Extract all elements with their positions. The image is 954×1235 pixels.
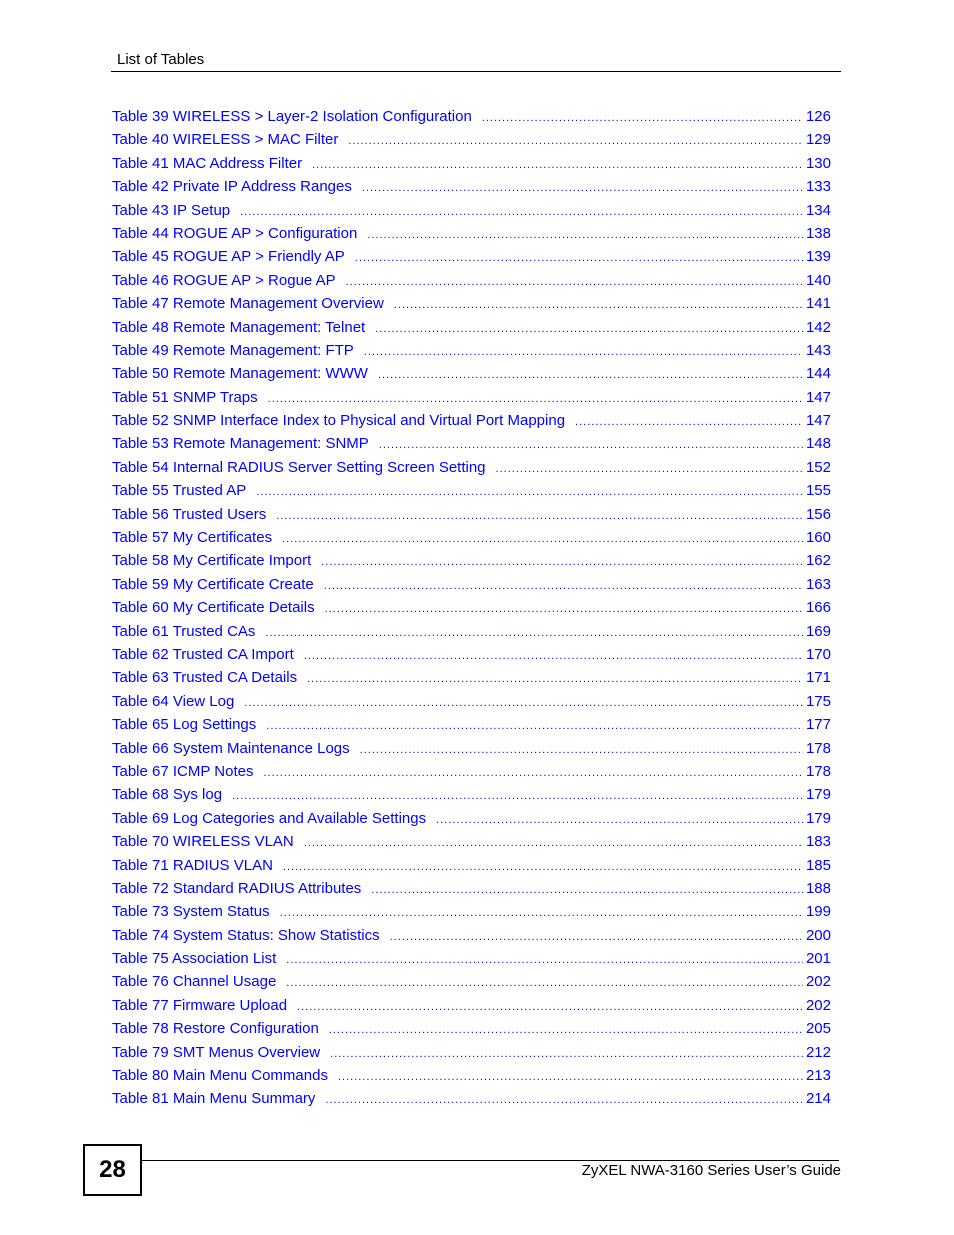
toc-entry-label: Table 70 WIRELESS VLAN <box>112 833 294 851</box>
dot-leader <box>575 411 803 432</box>
toc-entry-label: Table 43 IP Setup <box>112 201 231 219</box>
toc-entry-link[interactable] <box>112 1087 831 1110</box>
toc-entry-row <box>112 947 831 970</box>
toc-entry-page: 152 <box>805 458 831 476</box>
toc-entry-row <box>112 1017 831 1040</box>
toc-entry-row <box>112 269 831 292</box>
toc-entry-row <box>112 877 831 900</box>
dot-leader <box>394 294 803 315</box>
toc-entry-page: 188 <box>805 879 831 897</box>
dot-leader <box>482 107 803 128</box>
dot-leader <box>325 1089 803 1110</box>
toc-entry-page: 171 <box>805 669 831 687</box>
toc-entry-link[interactable] <box>112 620 831 643</box>
toc-entry-row <box>112 175 831 198</box>
toc-entry-label: Table 66 System Maintenance Logs <box>112 739 350 757</box>
toc-entry-link[interactable] <box>112 760 831 783</box>
dot-leader <box>367 224 803 245</box>
toc-entry-label: Table 47 Remote Management Overview <box>112 295 384 313</box>
toc-entry-link[interactable] <box>112 877 831 900</box>
toc-entry-link[interactable] <box>112 643 831 666</box>
toc-entry-row <box>112 924 831 947</box>
toc-entry-link[interactable] <box>112 432 831 455</box>
toc-entry-row <box>112 830 831 853</box>
dot-leader <box>312 154 803 175</box>
toc-entry-row <box>112 432 831 455</box>
toc-entry-page: 179 <box>805 786 831 804</box>
header-divider <box>111 71 841 72</box>
dot-leader <box>362 177 803 198</box>
toc-entry-label: Table 39 WIRELESS > Layer-2 Isolation Configuration <box>112 108 472 125</box>
toc-entry-link[interactable] <box>112 549 831 572</box>
toc-entry-row <box>112 222 831 245</box>
toc-entry-row <box>112 666 831 689</box>
toc-entry-page: 185 <box>805 856 831 874</box>
toc-entry-label: Table 77 Firmware Upload <box>112 996 288 1014</box>
toc-entry-page: 178 <box>805 739 831 757</box>
dot-leader <box>286 949 803 970</box>
dot-leader <box>338 1066 803 1087</box>
dot-leader <box>496 458 803 479</box>
dot-leader <box>325 598 803 619</box>
toc-entry-row <box>112 1087 831 1110</box>
toc-entry-label: Table 59 My Certificate Create <box>112 575 314 593</box>
toc-entry-link[interactable] <box>112 947 831 970</box>
toc-entry-page: 133 <box>805 178 831 196</box>
toc-entry-row <box>112 199 831 222</box>
toc-entry-link[interactable] <box>112 900 831 923</box>
toc-entry-label: Table 52 SNMP Interface Index to Physical and Virtual Port Mapping <box>112 412 566 430</box>
dot-leader <box>360 739 803 760</box>
dot-leader <box>244 692 803 713</box>
toc-entry-page: 147 <box>805 388 831 406</box>
toc-entry-row <box>112 573 831 596</box>
dot-leader <box>268 388 803 409</box>
toc-entry-label: Table 78 Restore Configuration <box>112 1020 319 1038</box>
toc-entry-link[interactable] <box>112 666 831 689</box>
toc-entry-page: 139 <box>805 248 831 266</box>
toc-entry-row <box>112 128 831 151</box>
dot-leader <box>276 505 803 526</box>
toc-entry-link[interactable] <box>112 269 831 292</box>
list-of-tables <box>112 105 831 1111</box>
toc-entry-page: 143 <box>805 341 831 359</box>
toc-entry-label: Table 62 Trusted CA Import <box>112 645 294 663</box>
toc-entry-row <box>112 386 831 409</box>
dot-leader <box>283 856 803 877</box>
toc-entry-label: Table 41 MAC Address Filter <box>112 154 303 172</box>
toc-entry-row <box>112 970 831 993</box>
toc-entry-page: 169 <box>805 622 831 640</box>
toc-entry-link[interactable] <box>112 807 831 830</box>
toc-entry-link[interactable] <box>112 175 831 198</box>
toc-entry-page: 214 <box>805 1090 831 1108</box>
toc-entry-label: Table 42 Private IP Address Ranges <box>112 178 352 196</box>
toc-entry-page: 200 <box>805 926 831 944</box>
toc-entry-link[interactable] <box>112 970 831 993</box>
toc-entry-label: Table 50 Remote Management: WWW <box>112 365 368 383</box>
toc-entry-label: Table 80 Main Menu Commands <box>112 1067 328 1085</box>
toc-entry-page: 179 <box>805 809 831 827</box>
toc-entry-page: 134 <box>805 201 831 219</box>
toc-entry-link[interactable] <box>112 128 831 151</box>
page-number: 28 <box>83 1144 142 1196</box>
toc-entry-link[interactable] <box>112 1064 831 1087</box>
dot-leader <box>286 972 803 993</box>
toc-entry-label: Table 60 My Certificate Details <box>112 599 315 617</box>
toc-entry-link[interactable] <box>112 573 831 596</box>
toc-entry-row <box>112 737 831 760</box>
toc-entry-page: 126 <box>805 108 831 125</box>
toc-entry-page: 177 <box>805 716 831 734</box>
dot-leader <box>282 528 803 549</box>
dot-leader <box>280 902 803 923</box>
toc-entry-label: Table 74 System Status: Show Statistics <box>112 926 380 944</box>
toc-entry-page: 160 <box>805 529 831 547</box>
toc-entry-page: 170 <box>805 645 831 663</box>
toc-entry-label: Table 69 Log Categories and Available Settings <box>112 809 427 827</box>
toc-entry-page: 202 <box>805 973 831 991</box>
toc-entry-row <box>112 503 831 526</box>
toc-entry-row <box>112 760 831 783</box>
toc-entry-page: 140 <box>805 271 831 289</box>
toc-entry-row <box>112 152 831 175</box>
toc-entry-label: Table 45 ROGUE AP > Friendly AP <box>112 248 345 266</box>
toc-entry-label: Table 57 My Certificates <box>112 529 273 547</box>
dot-leader <box>378 364 803 385</box>
dot-leader <box>324 575 803 596</box>
toc-entry-row <box>112 854 831 877</box>
toc-entry-link[interactable] <box>112 830 831 853</box>
toc-entry-row <box>112 479 831 502</box>
toc-entry-link[interactable] <box>112 526 831 549</box>
toc-entry-page: 183 <box>805 833 831 851</box>
dot-leader <box>355 247 803 268</box>
toc-entry-page: 148 <box>805 435 831 453</box>
toc-entry-link[interactable] <box>112 737 831 760</box>
toc-entry-label: Table 79 SMT Menus Overview <box>112 1043 321 1061</box>
toc-entry-label: Table 72 Standard RADIUS Attributes <box>112 879 362 897</box>
toc-entry-page: 201 <box>805 950 831 968</box>
dot-leader <box>321 551 803 572</box>
toc-entry-label: Table 63 Trusted CA Details <box>112 669 298 687</box>
toc-entry-link[interactable] <box>112 245 831 268</box>
toc-entry-label: Table 49 Remote Management: FTP <box>112 341 354 359</box>
toc-entry-page: 175 <box>805 692 831 710</box>
toc-entry-page: 142 <box>805 318 831 336</box>
toc-entry-label: Table 76 Channel Usage <box>112 973 277 991</box>
toc-entry-link[interactable] <box>112 924 831 947</box>
toc-entry-row <box>112 1064 831 1087</box>
page-header-title: List of Tables <box>117 51 205 68</box>
toc-entry-row <box>112 316 831 339</box>
dot-leader <box>329 1019 803 1040</box>
toc-entry-page: 138 <box>805 224 831 242</box>
dot-leader <box>297 996 803 1017</box>
dot-leader <box>266 715 803 736</box>
toc-entry-label: Table 55 Trusted AP <box>112 482 247 500</box>
toc-entry-row <box>112 620 831 643</box>
dot-leader <box>307 668 803 689</box>
toc-entry-link[interactable] <box>112 713 831 736</box>
toc-entry-row <box>112 245 831 268</box>
toc-entry-page: 163 <box>805 575 831 593</box>
toc-entry-label: Table 58 My Certificate Import <box>112 552 312 570</box>
toc-entry-link[interactable] <box>112 222 831 245</box>
guide-title: ZyXEL NWA-3160 Series User’s Guide <box>581 1162 841 1179</box>
toc-entry-row <box>112 1041 831 1064</box>
toc-entry-link[interactable] <box>112 1041 831 1064</box>
toc-entry-label: Table 71 RADIUS VLAN <box>112 856 273 874</box>
toc-entry-label: Table 81 Main Menu Summary <box>112 1090 316 1108</box>
toc-entry-label: Table 44 ROGUE AP > Configuration <box>112 224 358 242</box>
toc-entry-link[interactable] <box>112 105 831 128</box>
toc-entry-row <box>112 643 831 666</box>
toc-entry-page: 166 <box>805 599 831 617</box>
toc-entry-row <box>112 783 831 806</box>
toc-entry-row <box>112 549 831 572</box>
toc-entry-row <box>112 526 831 549</box>
toc-entry-page: 147 <box>805 412 831 430</box>
toc-entry-link[interactable] <box>112 994 831 1017</box>
toc-entry-row <box>112 994 831 1017</box>
dot-leader <box>436 809 803 830</box>
toc-entry-label: Table 53 Remote Management: SNMP <box>112 435 369 453</box>
toc-entry-row <box>112 690 831 713</box>
dot-leader <box>256 481 803 502</box>
toc-entry-page: 130 <box>805 154 831 172</box>
toc-entry-page: 155 <box>805 482 831 500</box>
toc-entry-link[interactable] <box>112 316 831 339</box>
dot-leader <box>371 879 803 900</box>
toc-entry-row <box>112 105 831 128</box>
toc-entry-label: Table 67 ICMP Notes <box>112 762 254 780</box>
toc-entry-page: 162 <box>805 552 831 570</box>
dot-leader <box>240 201 803 222</box>
toc-entry-row <box>112 596 831 619</box>
toc-entry-row <box>112 339 831 362</box>
toc-entry-link[interactable] <box>112 596 831 619</box>
toc-entry-label: Table 51 SNMP Traps <box>112 388 258 406</box>
toc-entry-label: Table 56 Trusted Users <box>112 505 267 523</box>
toc-entry-label: Table 48 Remote Management: Telnet <box>112 318 366 336</box>
toc-entry-link[interactable] <box>112 456 831 479</box>
toc-entry-label: Table 68 Sys log <box>112 786 223 804</box>
toc-entry-label: Table 54 Internal RADIUS Server Setting Screen Setting <box>112 458 486 476</box>
toc-entry-row <box>112 292 831 315</box>
dot-leader <box>364 341 803 362</box>
dot-leader <box>304 645 803 666</box>
toc-entry-page: 205 <box>805 1020 831 1038</box>
toc-entry-label: Table 65 Log Settings <box>112 716 257 734</box>
toc-entry-row <box>112 807 831 830</box>
toc-entry-page: 213 <box>805 1067 831 1085</box>
dot-leader <box>390 926 803 947</box>
dot-leader <box>379 434 803 455</box>
toc-entry-link[interactable] <box>112 199 831 222</box>
toc-entry-label: Table 75 Association List <box>112 950 277 968</box>
toc-entry-label: Table 64 View Log <box>112 692 235 710</box>
dot-leader <box>346 271 803 292</box>
dot-leader <box>304 832 803 853</box>
toc-entry-page: 129 <box>805 131 831 149</box>
toc-entry-link[interactable] <box>112 503 831 526</box>
toc-entry-page: 199 <box>805 903 831 921</box>
dot-leader <box>265 622 803 643</box>
toc-entry-page: 141 <box>805 295 831 313</box>
toc-entry-link[interactable] <box>112 854 831 877</box>
toc-entry-link[interactable] <box>112 386 831 409</box>
toc-entry-page: 144 <box>805 365 831 383</box>
toc-entry-link[interactable] <box>112 339 831 362</box>
toc-entry-row <box>112 900 831 923</box>
toc-entry-row <box>112 713 831 736</box>
toc-entry-link[interactable] <box>112 479 831 502</box>
toc-entry-label: Table 40 WIRELESS > MAC Filter <box>112 131 339 149</box>
toc-entry-label: Table 73 System Status <box>112 903 270 921</box>
toc-entry-label: Table 46 ROGUE AP > Rogue AP <box>112 271 336 289</box>
dot-leader <box>330 1043 803 1064</box>
toc-entry-page: 212 <box>805 1043 831 1061</box>
toc-entry-page: 202 <box>805 996 831 1014</box>
toc-entry-link[interactable] <box>112 1017 831 1040</box>
dot-leader <box>232 785 803 806</box>
toc-entry-row <box>112 409 831 432</box>
dot-leader <box>348 130 803 151</box>
toc-entry-link[interactable] <box>112 362 831 385</box>
toc-entry-link[interactable] <box>112 690 831 713</box>
dot-leader <box>375 318 803 339</box>
toc-entry-link[interactable] <box>112 152 831 175</box>
dot-leader <box>263 762 803 783</box>
toc-entry-label: Table 61 Trusted CAs <box>112 622 256 640</box>
toc-entry-page: 178 <box>805 762 831 780</box>
toc-entry-link[interactable] <box>112 409 831 432</box>
toc-entry-page: 156 <box>805 505 831 523</box>
toc-entry-row <box>112 456 831 479</box>
toc-entry-link[interactable] <box>112 292 831 315</box>
toc-entry-link[interactable] <box>112 783 831 806</box>
toc-entry-row <box>112 362 831 385</box>
